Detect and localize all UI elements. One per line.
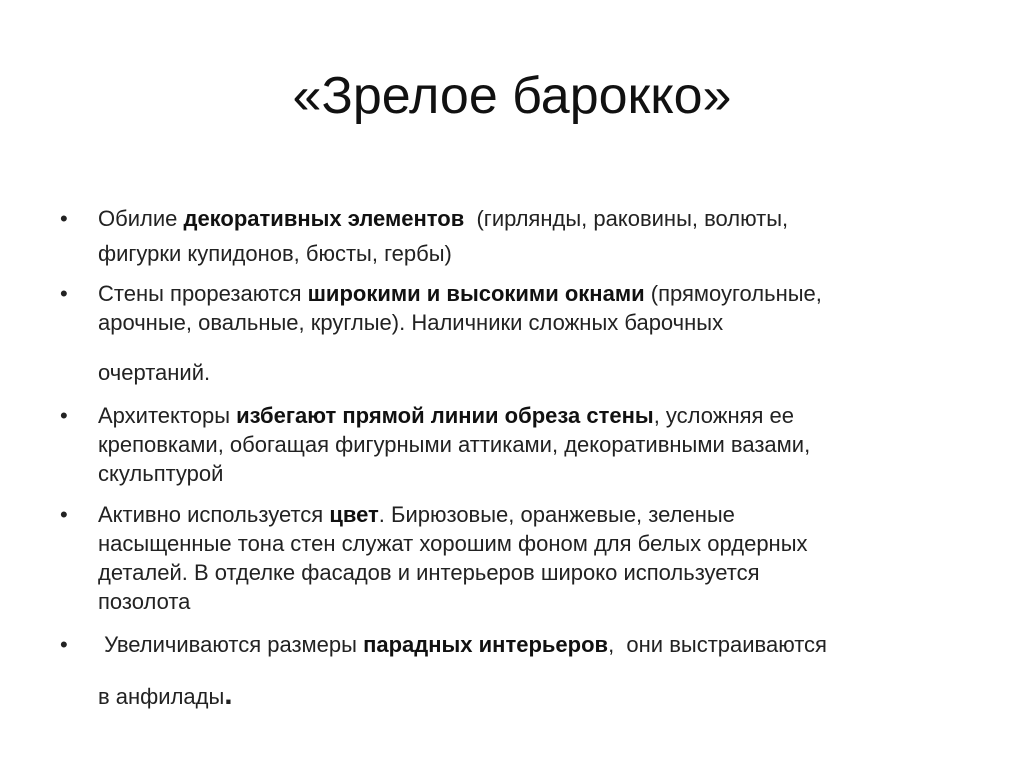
bullet-icon: • — [60, 281, 68, 306]
bullet-text: в анфилады — [98, 684, 225, 709]
bullet-text: , усложняя ее — [653, 403, 795, 428]
bullet-text: (прямоугольные, — [644, 281, 822, 306]
bullet-line: очертаний. — [98, 360, 211, 385]
bullet-emphasis: избегают прямой линии обреза стены — [236, 403, 654, 428]
bullet-emphasis: декоративных элементов — [183, 206, 465, 231]
bullet-text: , они выстраиваются — [608, 632, 827, 657]
bullet-item-decor — [60, 204, 978, 268]
bullet-text: Обилие — [98, 206, 184, 231]
bullet-emphasis: широкими и высокими окнами — [307, 281, 645, 306]
bullet-line: деталей. В отделке фасадов и интерьеров широко используется — [98, 560, 760, 585]
bullet-text: . Бирюзовые, оранжевые, зеленые — [378, 502, 735, 527]
bullet-icon: • — [60, 502, 68, 527]
bullet-line: позолота — [98, 589, 191, 614]
bullet-line: креповками, обогащая фигурными аттиками, декоративными вазами, — [98, 432, 811, 457]
bullet-text: (гирлянды, раковины, волюты, — [464, 206, 789, 231]
bullet-line: фигурки купидонов, бюсты, гербы) — [98, 241, 452, 266]
bullet-icon: • — [60, 206, 68, 231]
bullet-text: Архитекторы — [98, 403, 237, 428]
bullet-item-interiors — [60, 630, 978, 711]
bullet-emphasis: цвет — [329, 502, 379, 527]
bullet-period: . — [224, 678, 233, 711]
bullet-line — [98, 500, 978, 529]
bullet-line: насыщенные тона стен служат хорошим фоном для белых ордерных — [98, 531, 808, 556]
bullet-line: арочные, овальные, круглые). Наличники сложных барочных — [98, 310, 724, 335]
bullet-line — [98, 630, 978, 659]
bullet-text: Увеличиваются размеры — [98, 632, 364, 657]
bullet-line — [98, 279, 978, 308]
slide-title: «Зрелое барокко» — [292, 67, 732, 125]
bullet-item-walls — [60, 401, 978, 488]
bullet-emphasis: парадных интерьеров — [363, 632, 609, 657]
bullet-line — [98, 401, 978, 430]
bullet-line — [98, 680, 978, 711]
bullet-text: Активно используется — [98, 502, 330, 527]
bullet-icon: • — [60, 403, 68, 428]
bullet-text: Стены прорезаются — [98, 281, 308, 306]
bullet-icon: • — [60, 632, 68, 657]
bullet-line — [98, 204, 978, 233]
bullet-line: скульптурой — [98, 461, 224, 486]
bullet-item-windows — [60, 279, 978, 387]
bullet-item-color — [60, 500, 978, 616]
